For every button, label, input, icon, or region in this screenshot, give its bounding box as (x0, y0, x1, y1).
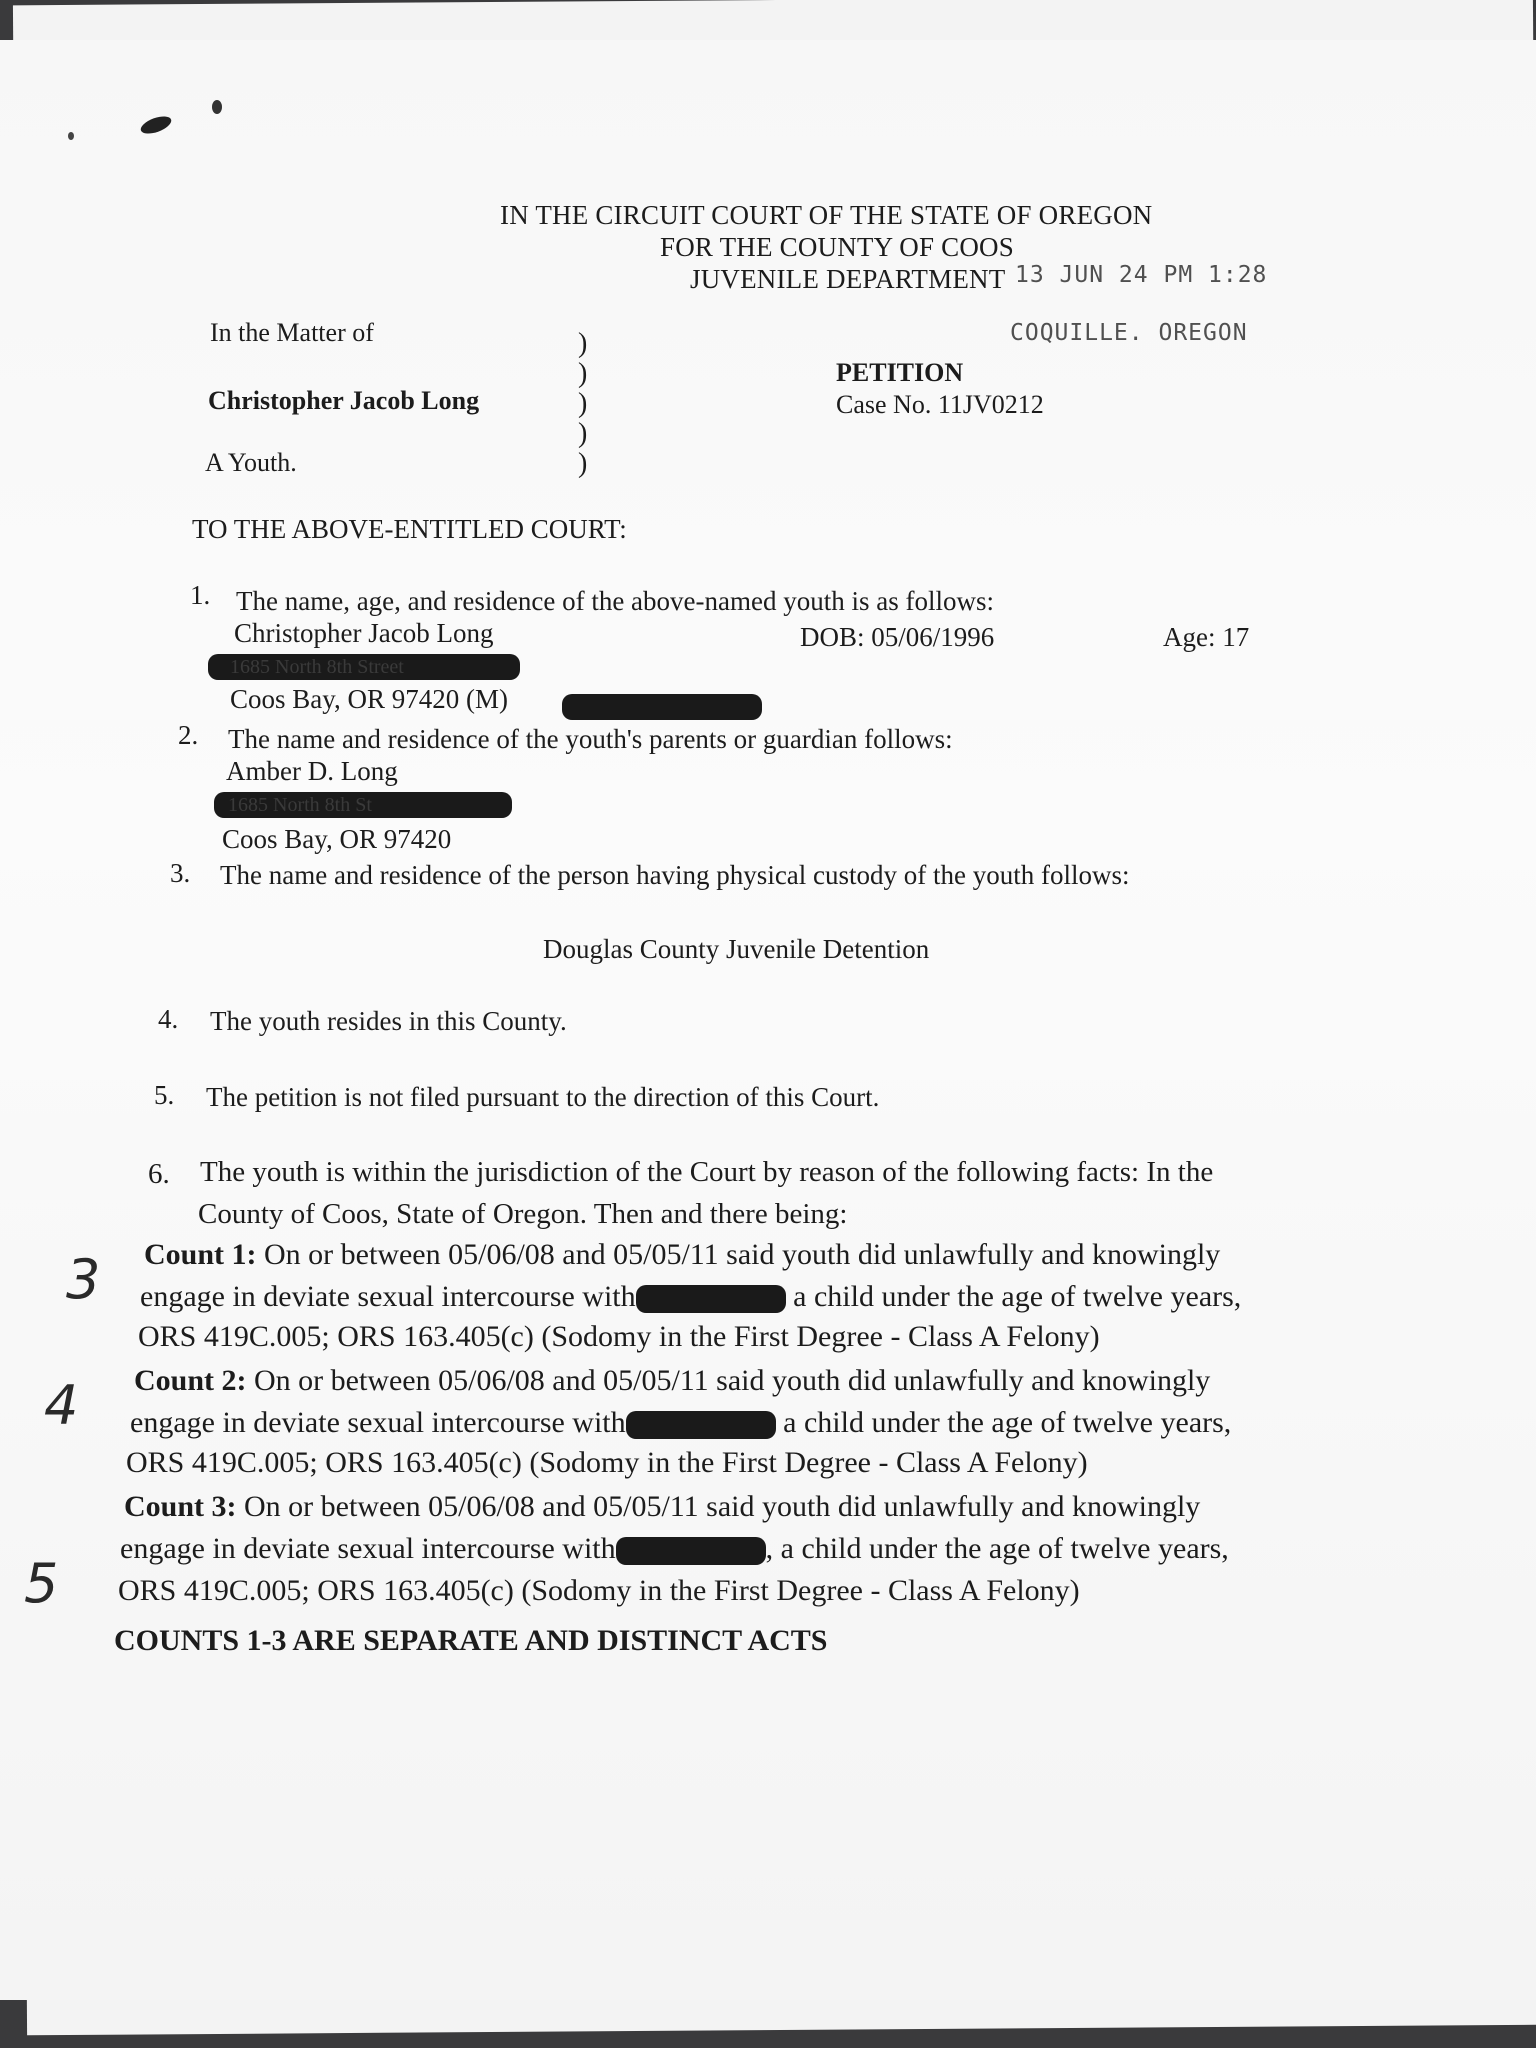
ink-smudge (212, 100, 222, 114)
item-6-text-line2: County of Coos, State of Oregon. Then and there being: (198, 1198, 848, 1230)
redacted-street-address (208, 654, 520, 680)
caption-paren: ) (578, 418, 588, 449)
count-label: Count 2: (134, 1364, 247, 1397)
youth-city: Coos Bay, OR 97420 (M) (230, 684, 509, 714)
guardian-name: Amber D. Long (226, 756, 398, 786)
count-1-line1 (144, 1238, 1220, 1272)
filed-stamp: 13 JUN 24 PM 1:28 (1015, 262, 1268, 288)
case-number: Case No. 11JV0212 (836, 390, 1044, 419)
redacted-phone (562, 694, 762, 720)
guardian-city: Coos Bay, OR 97420 (222, 824, 452, 854)
youth-name: Christopher Jacob Long (234, 618, 494, 648)
redaction-bar: 1685 North 8th St (214, 792, 512, 818)
redacted-victim-name (616, 1537, 766, 1565)
item-number: 1. (190, 580, 211, 610)
closing-statement: COUNTS 1-3 ARE SEPARATE AND DISTINCT ACTS (114, 1624, 828, 1657)
youth-dob: DOB: 05/06/1996 (800, 622, 995, 652)
redaction-bar: 1685 North 8th Street (208, 654, 520, 680)
redacted-victim-name (626, 1411, 776, 1439)
petition-page (0, 40, 1536, 2000)
youth-age: Age: 17 (1163, 622, 1250, 652)
item-number: 4. (158, 1004, 179, 1034)
court-header-line1: IN THE CIRCUIT COURT OF THE STATE OF OREGON (500, 200, 1153, 230)
caption-matter-of: In the Matter of (210, 318, 374, 347)
handwritten-mark: 5 (24, 1552, 59, 1615)
court-header-line2: FOR THE COUNTY OF COOS (660, 232, 1014, 262)
count-text: On or between 05/06/08 and 05/05/11 said youth did unlawfully and knowingly (264, 1238, 1221, 1271)
item-1-text: The name, age, and residence of the above-named youth is as follows: (236, 586, 994, 616)
item-5-text: The petition is not filed pursuant to the direction of this Court. (206, 1082, 880, 1112)
count-3-line1 (124, 1490, 1200, 1524)
caption-paren: ) (578, 448, 588, 479)
item-3-text: The name and residence of the person having physical custody of the youth follows: (220, 860, 1130, 890)
count-2-line2: engage in deviate sexual intercourse with a child under the age of twelve years, (130, 1406, 1232, 1439)
custodian: Douglas County Juvenile Detention (543, 934, 930, 964)
court-header-line3: JUVENILE DEPARTMENT (690, 264, 1006, 294)
handwritten-mark: 4 (44, 1374, 79, 1437)
count-2-statute: ORS 419C.005; ORS 163.405(c) (Sodomy in the First Degree - Class A Felony) (126, 1446, 1088, 1479)
filed-stamp-place: COQUILLE. OREGON (1010, 320, 1248, 346)
document-type: PETITION (836, 358, 964, 387)
caption-paren: ) (578, 328, 588, 359)
redacted-street-address (214, 792, 512, 818)
count-1-statute: ORS 419C.005; ORS 163.405(c) (Sodomy in the First Degree - Class A Felony) (138, 1320, 1100, 1353)
item-4-text: The youth resides in this County. (210, 1006, 567, 1036)
caption-paren: ) (578, 358, 588, 389)
ink-smudge (68, 132, 74, 140)
count-text: On or between 05/06/08 and 05/05/11 said youth did unlawfully and knowingly (254, 1364, 1211, 1397)
count-3-statute: ORS 419C.005; ORS 163.405(c) (Sodomy in the First Degree - Class A Felony) (118, 1574, 1080, 1607)
handwritten-mark: 3 (66, 1248, 101, 1311)
count-3-line2: engage in deviate sexual intercourse with , a child under the age of twelve years, (120, 1532, 1229, 1565)
redacted-victim-name (636, 1285, 786, 1313)
caption-paren: ) (578, 388, 588, 419)
count-1-line2: engage in deviate sexual intercourse with a child under the age of twelve years, (140, 1280, 1242, 1313)
ink-smudge (139, 113, 174, 137)
item-2-text: The name and residence of the youth's parents or guardian follows: (228, 724, 953, 754)
item-number: 5. (154, 1080, 175, 1110)
count-2-line1 (134, 1364, 1210, 1398)
addressee: TO THE ABOVE-ENTITLED COURT: (192, 514, 627, 544)
item-number: 3. (170, 858, 191, 888)
count-label: Count 3: (124, 1490, 237, 1523)
item-number: 2. (178, 720, 199, 750)
item-number: 6. (148, 1158, 170, 1190)
caption-a-youth: A Youth. (205, 448, 297, 477)
count-label: Count 1: (144, 1238, 257, 1271)
count-text: On or between 05/06/08 and 05/05/11 said youth did unlawfully and knowingly (244, 1490, 1201, 1523)
caption-youth-name: Christopher Jacob Long (208, 386, 480, 415)
item-6-text-line1: The youth is within the jurisdiction of the Court by reason of the following facts: In the (200, 1156, 1214, 1188)
